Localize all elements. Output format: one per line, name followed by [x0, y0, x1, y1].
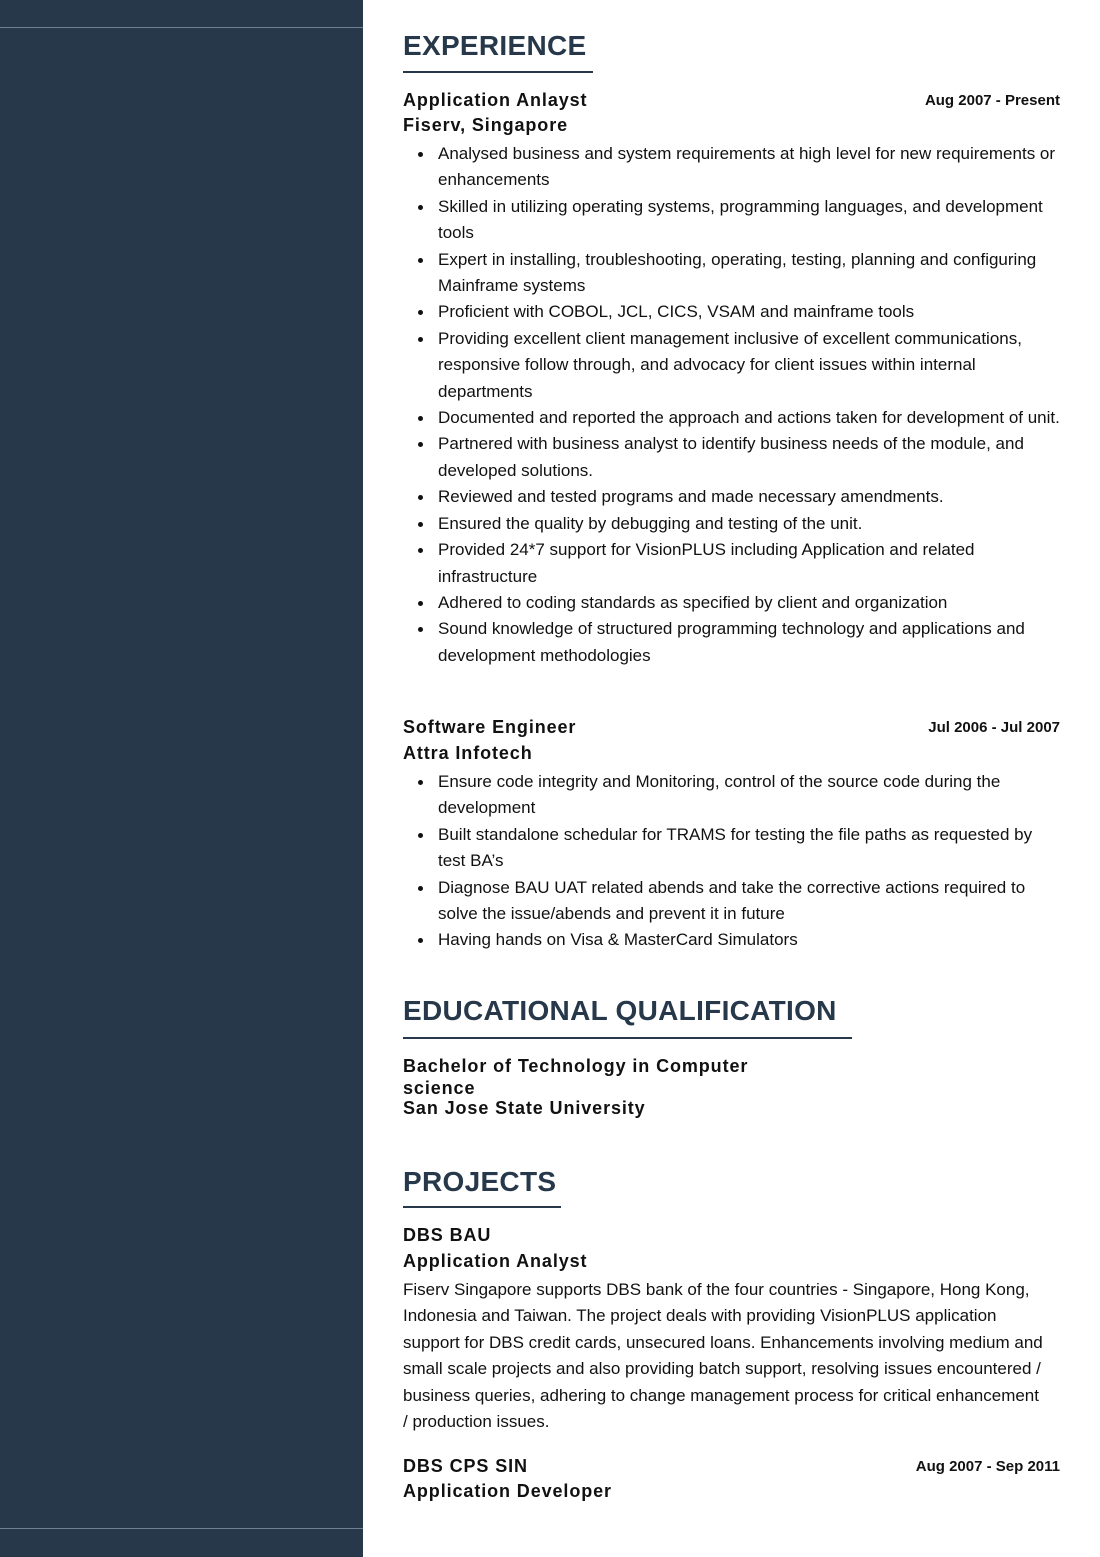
sidebar-divider-top [0, 27, 363, 28]
projects-heading-underline [403, 1206, 561, 1208]
list-item: Ensured the quality by debugging and testing of the unit. [438, 511, 1063, 537]
experience-heading: EXPERIENCE [403, 30, 587, 61]
job-date: Jul 2006 - Jul 2007 [928, 719, 1060, 736]
list-item: Ensure code integrity and Monitoring, control of the source code during the development [438, 769, 1063, 822]
job-responsibilities-list [438, 141, 1063, 669]
list-item: Built standalone schedular for TRAMS for testing the file paths as requested by test BA’s [438, 822, 1063, 875]
list-item: Proficient with COBOL, JCL, CICS, VSAM and mainframe tools [438, 299, 1063, 325]
list-item: Provided 24*7 support for VisionPLUS including Application and related infrastructure [438, 537, 1063, 590]
education-heading-underline [403, 1037, 852, 1039]
list-item: Analysed business and system requirements at high level for new requirements or enhancements [438, 141, 1063, 194]
projects-heading: PROJECTS [403, 1166, 557, 1197]
degree-title: Bachelor of Technology in Computer science [403, 1056, 749, 1098]
list-item: Adhered to coding standards as specified by client and organization [438, 590, 1063, 616]
list-item: Partnered with business analyst to identify business needs of the module, and developed solutions. [438, 431, 1063, 484]
school-name: San Jose State University [403, 1098, 646, 1118]
project-role: Application Developer [403, 1481, 612, 1501]
list-item: Reviewed and tested programs and made necessary amendments. [438, 484, 1063, 510]
list-item: Expert in installing, troubleshooting, operating, testing, planning and configuring Mainframe systems [438, 247, 1063, 300]
sidebar-divider-bottom [0, 1528, 363, 1529]
project-role: Application Analyst [403, 1251, 588, 1271]
list-item: Having hands on Visa & MasterCard Simulators [438, 927, 1063, 953]
sidebar-panel [0, 0, 363, 1557]
list-item: Documented and reported the approach and actions taken for development of unit. [438, 405, 1063, 431]
list-item: Providing excellent client management inclusive of excellent communications, responsive follow through, and advocacy for client issues within internal departments [438, 326, 1063, 405]
list-item: Diagnose BAU UAT related abends and take the corrective actions required to solve the issue/abends and prevent it in future [438, 875, 1063, 928]
job-title: Software Engineer [403, 717, 577, 737]
project-name: DBS CPS SIN [403, 1456, 528, 1476]
project-name: DBS BAU [403, 1225, 492, 1245]
list-item: Skilled in utilizing operating systems, programming languages, and development tools [438, 194, 1063, 247]
job-responsibilities-list [438, 769, 1063, 954]
education-heading: EDUCATIONAL QUALIFICATION [403, 995, 837, 1026]
job-company: Attra Infotech [403, 743, 533, 763]
experience-heading-underline [403, 71, 593, 73]
list-item: Sound knowledge of structured programming technology and applications and development methodologies [438, 616, 1063, 669]
job-company: Fiserv, Singapore [403, 115, 569, 135]
job-date: Aug 2007 - Present [924, 92, 1060, 109]
project-date: Aug 2007 - Sep 2011 [915, 1458, 1060, 1475]
job-title: Application Anlayst [403, 90, 588, 110]
project-description: Fiserv Singapore supports DBS bank of the four countries - Singapore, Hong Kong, Indonesia and Taiwan. The project deals with providing VisionPLUS application support for DBS credit cards, unsecured loans. Enhancements involving medium and small scale projects and also providing batch support, resolving issues encountered / business queries, adhering to change management process for critical enhancement / production issues. [403, 1280, 1043, 1432]
